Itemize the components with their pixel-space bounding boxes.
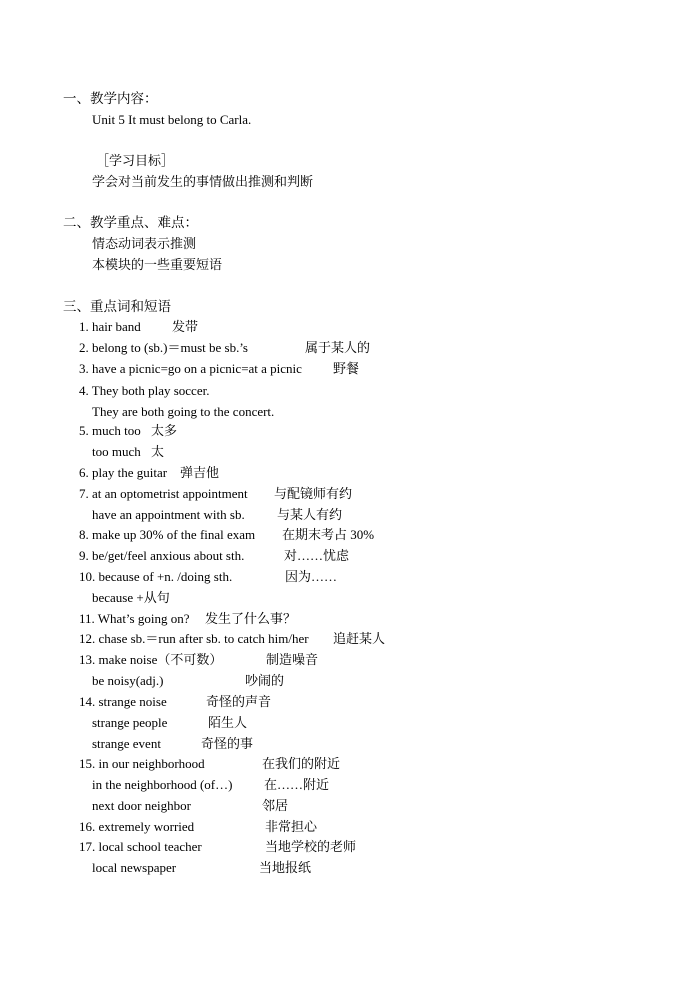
list-item-cn: 与配镜师有约: [274, 486, 353, 501]
list-item-en: 10. because of +n. /doing sth.: [79, 569, 233, 584]
list-item-en: next door neighbor: [92, 798, 191, 813]
list-item-cn: 邻居: [262, 798, 289, 813]
list-item-en: 14. strange noise: [79, 694, 167, 709]
list-item-cn: 与某人有约: [277, 507, 343, 522]
list-item-cn: 追赶某人: [333, 631, 386, 646]
list-item-cn: 太多: [151, 423, 178, 438]
section-2-title: 二、教学重点、难点：: [63, 215, 198, 230]
list-item-en: have an appointment with sb.: [92, 507, 245, 522]
list-item-cn: 野餐: [333, 361, 360, 376]
list-item-cn: 发带: [172, 319, 199, 334]
list-item-cn: 在……附近: [264, 777, 330, 792]
list-item-cn: 发生了什么事？: [205, 611, 297, 626]
list-item-en: 16. extremely worried: [79, 819, 195, 834]
list-item-cn: 弹吉他: [180, 465, 220, 480]
list-item-en: 1. hair band: [79, 319, 141, 334]
list-item-en: 6. play the guitar: [79, 465, 168, 480]
list-item-en: 8. make up 30% of the final exam: [79, 527, 256, 542]
list-item-cn: 在期末考占 30%: [282, 527, 375, 542]
list-item-cn: 奇怪的事: [201, 736, 254, 751]
list-item-cn: 当地学校的老师: [265, 839, 357, 854]
list-item-cn: 在我们的附近: [262, 756, 341, 771]
list-item-en: They are both going to the concert.: [92, 404, 275, 419]
section-2-item-2: 本模块的一些重要短语: [92, 257, 223, 272]
list-item-cn: 当地报纸: [259, 860, 312, 875]
list-item-en: 2. belong to (sb.)＝must be sb.’s: [79, 340, 248, 355]
list-item-en: in the neighborhood (of…): [92, 777, 233, 792]
section-2-item-1: 情态动词表示推测: [92, 236, 197, 251]
learning-goal-label: ［学习目标］: [96, 153, 175, 168]
list-item-en: 15. in our neighborhood: [79, 756, 205, 771]
list-item-cn: 太: [151, 444, 165, 459]
list-item-cn: 因为……: [285, 569, 338, 584]
list-item-en: too much: [92, 444, 141, 459]
list-item-en: be noisy(adj.): [92, 673, 164, 688]
list-item-en: 7. at an optometrist appointment: [79, 486, 248, 501]
list-item-en: strange people: [92, 715, 168, 730]
list-item-en: 11. What’s going on?: [79, 611, 190, 626]
list-item-cn: 吵闹的: [245, 673, 285, 688]
list-item-cn: 制造噪音: [266, 652, 319, 667]
list-item-en: 13. make noise（不可数）: [79, 652, 223, 667]
list-item-cn: 对……忧虑: [284, 548, 350, 563]
list-item-en: strange event: [92, 736, 161, 751]
list-item-en: local newspaper: [92, 860, 177, 875]
list-item-en: 17. local school teacher: [79, 839, 202, 854]
list-item-en: 3. have a picnic=go on a picnic=at a picnic: [79, 361, 302, 376]
list-item-cn: 非常担心: [265, 819, 318, 834]
list-item-cn: 属于某人的: [305, 340, 371, 355]
list-item-en: 4. They both play soccer.: [79, 383, 210, 398]
list-item-en: 5. much too: [79, 423, 141, 438]
list-item-en: because +从句: [92, 590, 170, 605]
list-item-cn: 陌生人: [208, 715, 248, 730]
section-1-title: 一、教学内容：: [63, 91, 158, 106]
list-item-en: 9. be/get/feel anxious about sth.: [79, 548, 245, 563]
section-3-title: 三、重点词和短语: [63, 299, 171, 314]
list-item-en: 12. chase sb.＝run after sb. to catch him/her: [79, 631, 309, 646]
list-item-cn: 奇怪的声音: [206, 694, 272, 709]
section-1-text: Unit 5 It must belong to Carla.: [92, 112, 252, 127]
learning-goal-text: 学会对当前发生的事情做出推测和判断: [92, 174, 314, 189]
